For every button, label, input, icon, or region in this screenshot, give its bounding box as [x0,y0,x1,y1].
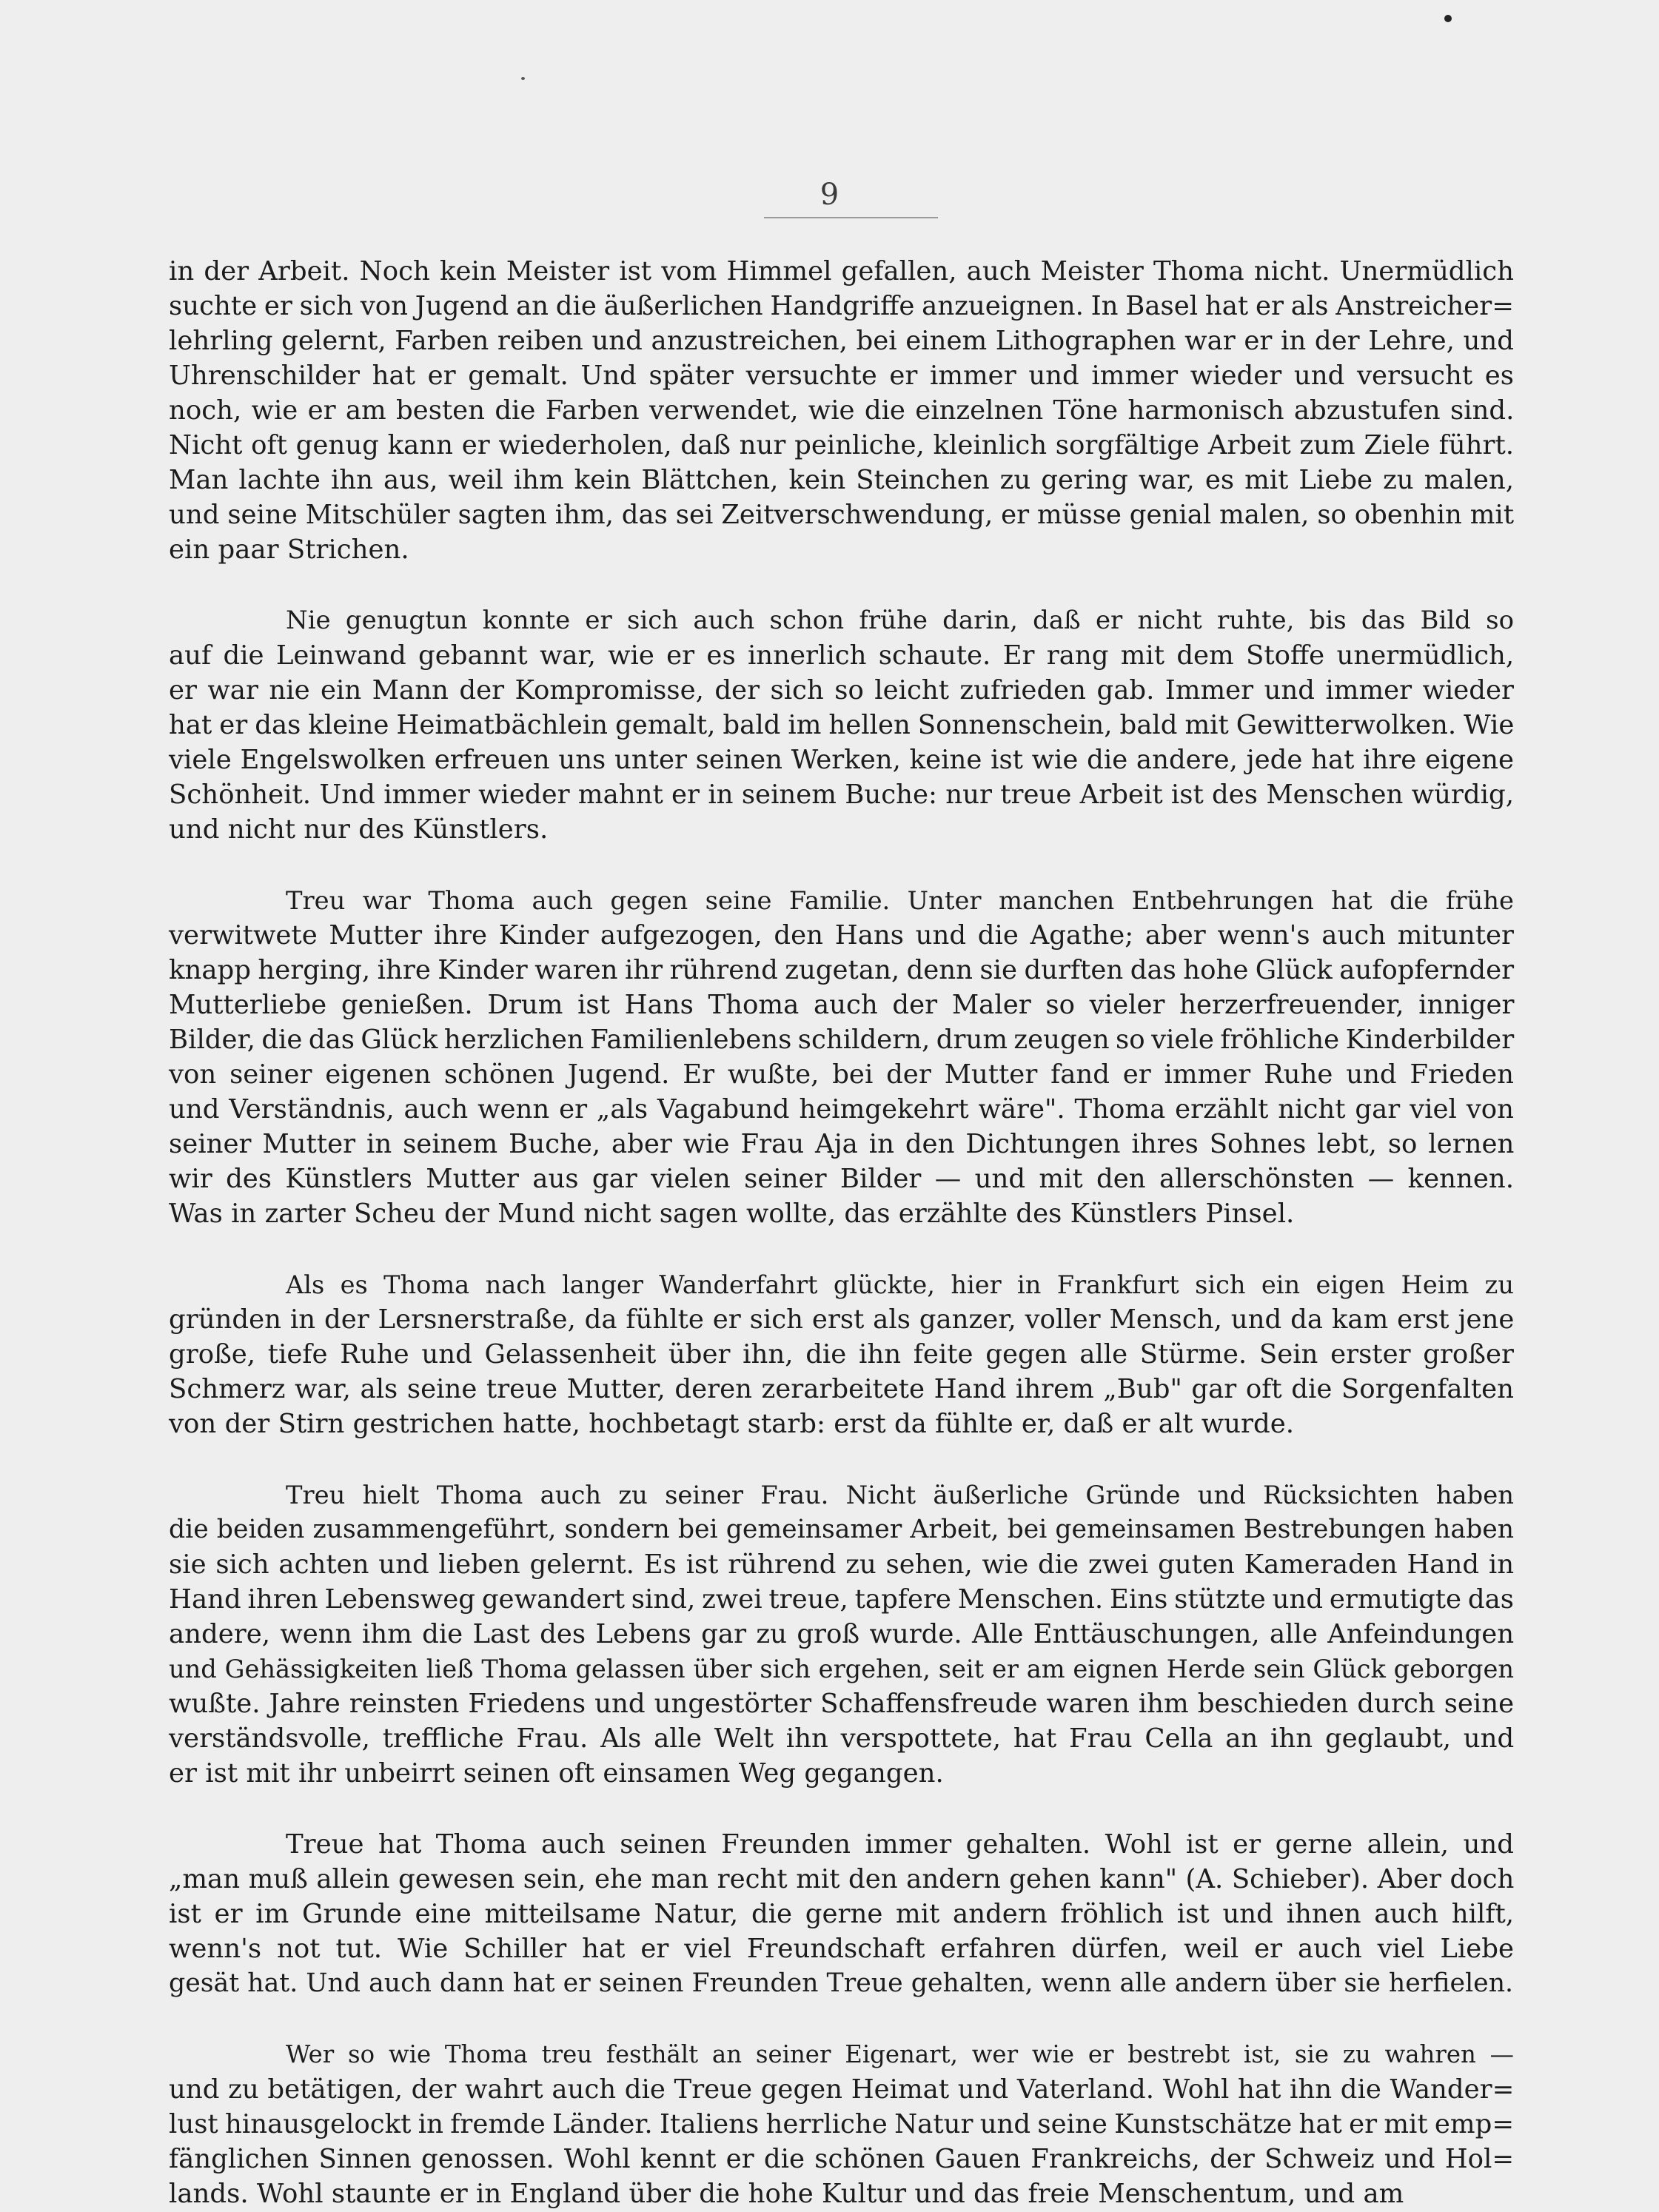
text-line: andere, wenn ihm die Last des Lebens gar zu groß wurde. Alle Enttäuschungen, alle Anfeindungen [169,1619,1515,1649]
text-line: „man muß allein gewesen sein, ehe man recht mit den andern gehen kann" (A. Schieber). Aber doch [169,1864,1515,1894]
paragraph [169,1478,1514,1791]
text-line: Uhrenschilder hat er gemalt. Und später versuchte er immer und immer wieder und versucht es [169,361,1514,391]
text-line: viele Engelswolken erfreuen uns unter seinen Werken, keine ist wie die andere, jede hat ihre eigene [169,745,1514,775]
text-line: Treu hielt Thoma auch zu seiner Frau. Nicht äußerliche Gründe und Rücksichten haben [286,1481,1514,1509]
text-line: und nicht nur des Künstlers. [169,814,549,845]
text-line: Nicht oft genug kann er wiederholen, daß nur peinliche, kleinlich sorgfältige Arbeit zum Ziele führt. [169,430,1514,460]
paragraph [169,603,1514,847]
text-line: Wer so wie Thoma treu festhält an seiner Eigenart, wer wie er bestrebt ist, sie zu wahren — [286,2040,1514,2068]
text-line: verwitwete Mutter ihre Kinder aufgezogen, den Hans und die Agathe; aber wenn's auch mitunter [169,920,1514,951]
text-line: Mutterliebe genießen. Drum ist Hans Thoma auch der Maler so vieler herzerfreuender, inniger [169,990,1515,1020]
paragraph [169,1267,1514,1441]
text-line: wir des Künstlers Mutter aus gar vielen seiner Bilder — und mit den allerschönsten — kennen. [169,1164,1514,1194]
text-line: Schmerz war, als seine treue Mutter, deren zerarbeitete Hand ihrem „Bub" gar oft die Sorgenfalten [169,1374,1514,1404]
text-line: gesät hat. Und auch dann hat er seinen Freunden Treue gehalten, wenn alle andern über sie herfielen. [169,1968,1514,1998]
text-line: er war nie ein Mann der Kompromisse, der sich so leicht zufrieden gab. Immer und immer wieder [169,675,1514,706]
text-line: noch, wie er am besten die Farben verwendet, wie die einzelnen Töne harmonisch abzustufen sind. [169,395,1515,426]
text-line: lands. Wohl staunte er in England über die hohe Kultur und das freie Menschentum, und am [169,2179,1404,2209]
text-line: sie sich achten und lieben gelernt. Es ist rührend zu sehen, wie die zwei guten Kameraden Hand in [169,1549,1515,1580]
text-line: Was in zarter Scheu der Mund nicht sagen wollte, das erzählte des Künstlers Pinsel. [169,1199,1295,1229]
text-line: suchte er sich von Jugend an die äußerlichen Handgriffe anzueignen. In Basel hat er als Anstreicher= [169,291,1514,321]
text-line: verständsvolle, treffliche Frau. Als alle Welt ihn verspottete, hat Frau Cella an ihn geglaubt, und [169,1723,1515,1754]
text-line: ein paar Strichen. [169,534,409,565]
text-line: seiner Mutter in seinem Buche, aber wie Frau Aja in den Dichtungen ihres Sohnes lebt, so lernen [169,1129,1515,1159]
paragraph [169,883,1514,1231]
text-line: von der Stirn gestrichen hatte, hochbetagt starb: erst da fühlte er, daß er alt wurde. [169,1409,1295,1439]
text-line: wußte. Jahre reinsten Friedens und ungestörter Schaffensfreude waren ihm beschieden durch seine [169,1689,1515,1719]
paragraph [169,254,1514,567]
ink-speck [1444,15,1452,22]
text-line: in der Arbeit. Noch kein Meister ist vom Himmel gefallen, auch Meister Thoma nicht. Unermüdlich [169,256,1514,286]
text-line: wenn's not tut. Wie Schiller hat er viel Freundschaft erfahren dürfen, weil er auch viel Liebe [169,1934,1514,1964]
text-line: fänglichen Sinnen genossen. Wohl kennt er die schönen Gauen Frankreichs, der Schweiz und Hol= [169,2144,1515,2174]
text-line: Treue hat Thoma auch seinen Freunden immer gehalten. Wohl ist er gerne allein, und [286,1829,1514,1860]
paragraph [169,1827,1514,2001]
text-line: von seiner eigenen schönen Jugend. Er wußte, bei der Mutter fand er immer Ruhe und Frieden [169,1059,1514,1090]
text-line: Treu war Thoma auch gegen seine Familie. Unter manchen Entbehrungen hat die frühe [286,886,1514,915]
ink-speck [521,77,525,80]
text-line: hat er das kleine Heimatbächlein gemalt, bald im hellen Sonnenschein, bald mit Gewitterwolken. Wie [169,710,1515,740]
text-line: und Gehässigkeiten ließ Thoma gelassen über sich ergehen, seit er am eignen Herde sein Glück geborgen [169,1655,1514,1683]
text-line: er ist mit ihr unbeirrt seinen oft einsamen Weg gegangen. [169,1758,944,1789]
text-line: Bilder, die das Glück herzlichen Familienlebens schildern, drum zeugen so viele fröhliche Kinderbilder [169,1025,1515,1055]
text-line: Nie genugtun konnte er sich auch schon frühe darin, daß er nicht ruhte, bis das Bild so [286,606,1514,635]
text-line: die beiden zusammengeführt, sondern bei gemeinsamer Arbeit, bei gemeinsamen Bestrebungen haben [169,1515,1514,1544]
text-line: Als es Thoma nach langer Wanderfahrt glückte, hier in Frankfurt sich ein eigen Heim zu [286,1270,1514,1299]
page-number: 9 [820,178,839,212]
text-line: ist er im Grunde eine mitteilsame Natur, die gerne mit andern fröhlich ist und ihnen auch hilft, [169,1899,1515,1929]
text-line: Man lachte ihn aus, weil ihm kein Blättchen, kein Steinchen zu gering war, es mit Liebe zu malen, [169,465,1514,495]
text-line: und zu betätigen, der wahrt auch die Treue gegen Heimat und Vaterland. Wohl hat ihn die Wander= [169,2074,1515,2105]
text-line: lust hinausgelockt in fremde Länder. Italiens herrliche Natur und seine Kunstschätze hat er mit emp= [169,2109,1515,2139]
text-line: Schönheit. Und immer wieder mahnt er in seinem Buche: nur treue Arbeit ist des Menschen würdig, [169,780,1514,810]
text-line: Hand ihren Lebensweg gewandert sind, zwei treue, tapfere Menschen. Eins stützte und ermutigte das [169,1584,1514,1615]
page-number-rule [764,217,938,218]
text-line: und Verständnis, auch wenn er „als Vagabund heimgekehrt wäre". Thoma erzählt nicht gar viel von [169,1094,1514,1125]
text-line: auf die Leinwand gebannt war, wie er es innerlich schaute. Er rang mit dem Stoffe unermüdlich, [169,640,1515,671]
text-line: gründen in der Lersnerstraße, da fühlte er sich erst als ganzer, voller Mensch, und da kam erst jene [169,1304,1515,1335]
text-line: und seine Mitschüler sagten ihm, das sei Zeitverschwendung, er müsse genial malen, so obenhin mit [169,500,1514,530]
text-line: große, tiefe Ruhe und Gelassenheit über ihn, die ihn feite gegen alle Stürme. Sein erster großer [169,1339,1514,1370]
body-text [169,254,1514,2211]
text-line: lehrling gelernt, Farben reiben und anzustreichen, bei einem Lithographen war er in der Lehre, und [169,326,1514,356]
text-line: knapp herging, ihre Kinder waren ihr rührend zugetan, denn sie durften das hohe Glück aufopfernder [169,955,1515,985]
paragraph [169,2037,1514,2211]
